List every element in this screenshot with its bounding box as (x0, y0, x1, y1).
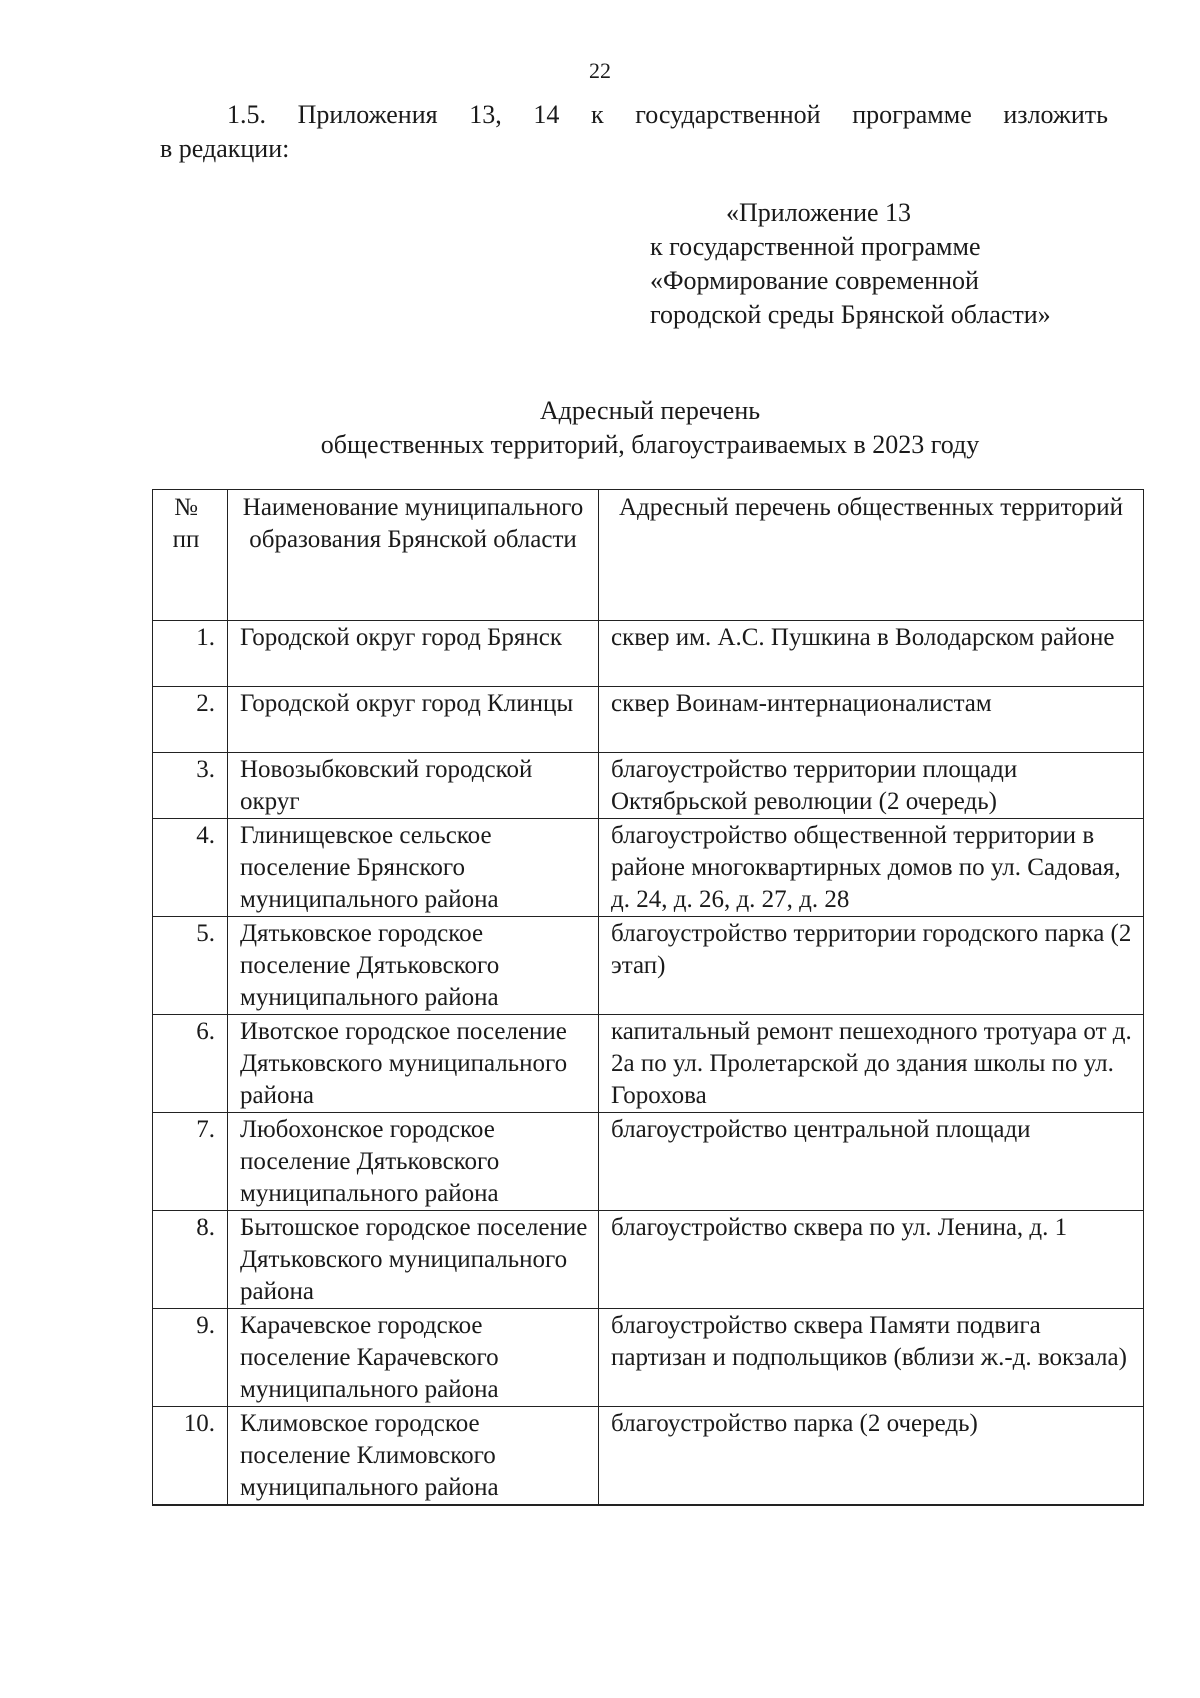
row-address: благоустройство сквера по ул. Ленина, д. 1 (599, 1211, 1144, 1309)
row-number: 6. (153, 1015, 228, 1113)
page-number: 22 (589, 58, 611, 83)
row-number: 2. (153, 687, 228, 753)
row-address: капитальный ремонт пешеходного тротуара от д. 2а по ул. Пролетарской до здания школы по ул. Горохова (599, 1015, 1144, 1113)
table-row (153, 621, 1144, 687)
row-address: благоустройство общественной территории в районе многоквартирных домов по ул. Садовая, д. 24, д. 26, д. 27, д. 28 (599, 819, 1144, 917)
row-number: 10. (153, 1407, 228, 1506)
row-municipality: Городской округ город Брянск (228, 621, 599, 687)
table-row (153, 1015, 1144, 1113)
title-line-2: общественных территорий, благоустраиваемых в 2023 году (320, 430, 980, 459)
row-number: 5. (153, 917, 228, 1015)
header-municipality: Наименование муниципального образования Брянской области (228, 490, 599, 621)
row-number: 8. (153, 1211, 228, 1309)
table-row (153, 819, 1144, 917)
row-number: 7. (153, 1113, 228, 1211)
row-municipality: Бытошское городское поселение Дятьковского муниципального района (228, 1211, 599, 1309)
row-municipality: Новозыбковский городской округ (228, 753, 599, 819)
title-line-1: Адресный перечень (539, 396, 761, 425)
appendix-heading (650, 196, 1051, 332)
header-number (153, 490, 228, 621)
row-address: благоустройство территории городского парка (2 этап) (599, 917, 1144, 1015)
appendix-line-3: «Формирование современной (650, 266, 979, 295)
document-title (0, 394, 1200, 462)
row-number: 1. (153, 621, 228, 687)
row-municipality: Глинищевское сельское поселение Брянского муниципального района (228, 819, 599, 917)
row-address: благоустройство сквера Памяти подвига партизан и подпольщиков (вблизи ж.-д. вокзала) (599, 1309, 1144, 1407)
table-row (153, 1309, 1144, 1407)
header-address: Адресный перечень общественных территорий (599, 490, 1144, 621)
row-municipality: Дятьковское городское поселение Дятьковского муниципального района (228, 917, 599, 1015)
row-address: благоустройство территории площади Октябрьской революции (2 очередь) (599, 753, 1144, 819)
row-municipality: Карачевское городское поселение Карачевского муниципального района (228, 1309, 599, 1407)
address-table (152, 489, 1144, 1506)
row-number: 3. (153, 753, 228, 819)
row-address: благоустройство центральной площади (599, 1113, 1144, 1211)
table-row (153, 1113, 1144, 1211)
row-number: 9. (153, 1309, 228, 1407)
table-row (153, 753, 1144, 819)
table-header-row (153, 490, 1144, 621)
table-row (153, 917, 1144, 1015)
appendix-line-1: «Приложение 13 (726, 198, 912, 227)
row-municipality: Городской округ город Клинцы (228, 687, 599, 753)
row-address: сквер им. А.С. Пушкина в Володарском районе (599, 621, 1144, 687)
row-municipality: Любохонское городское поселение Дятьковского муниципального района (228, 1113, 599, 1211)
intro-line-1: 1.5. Приложения 13, 14 к государственной программе изложить (227, 100, 1108, 129)
table-row (153, 687, 1144, 753)
row-number: 4. (153, 819, 228, 917)
row-address: сквер Воинам-интернационалистам (599, 687, 1144, 753)
appendix-line-2: к государственной программе (650, 232, 981, 261)
table-row (153, 1407, 1144, 1506)
intro-paragraph (160, 98, 1108, 166)
row-municipality: Ивотское городское поселение Дятьковского муниципального района (228, 1015, 599, 1113)
intro-line-2: в редакции: (160, 134, 290, 163)
appendix-line-4: городской среды Брянской области» (650, 300, 1051, 329)
table-row (153, 1211, 1144, 1309)
header-number-line-2: пп (172, 526, 200, 553)
header-number-line-1: № (174, 494, 198, 521)
row-municipality: Климовское городское поселение Климовского муниципального района (228, 1407, 599, 1506)
row-address: благоустройство парка (2 очередь) (599, 1407, 1144, 1506)
